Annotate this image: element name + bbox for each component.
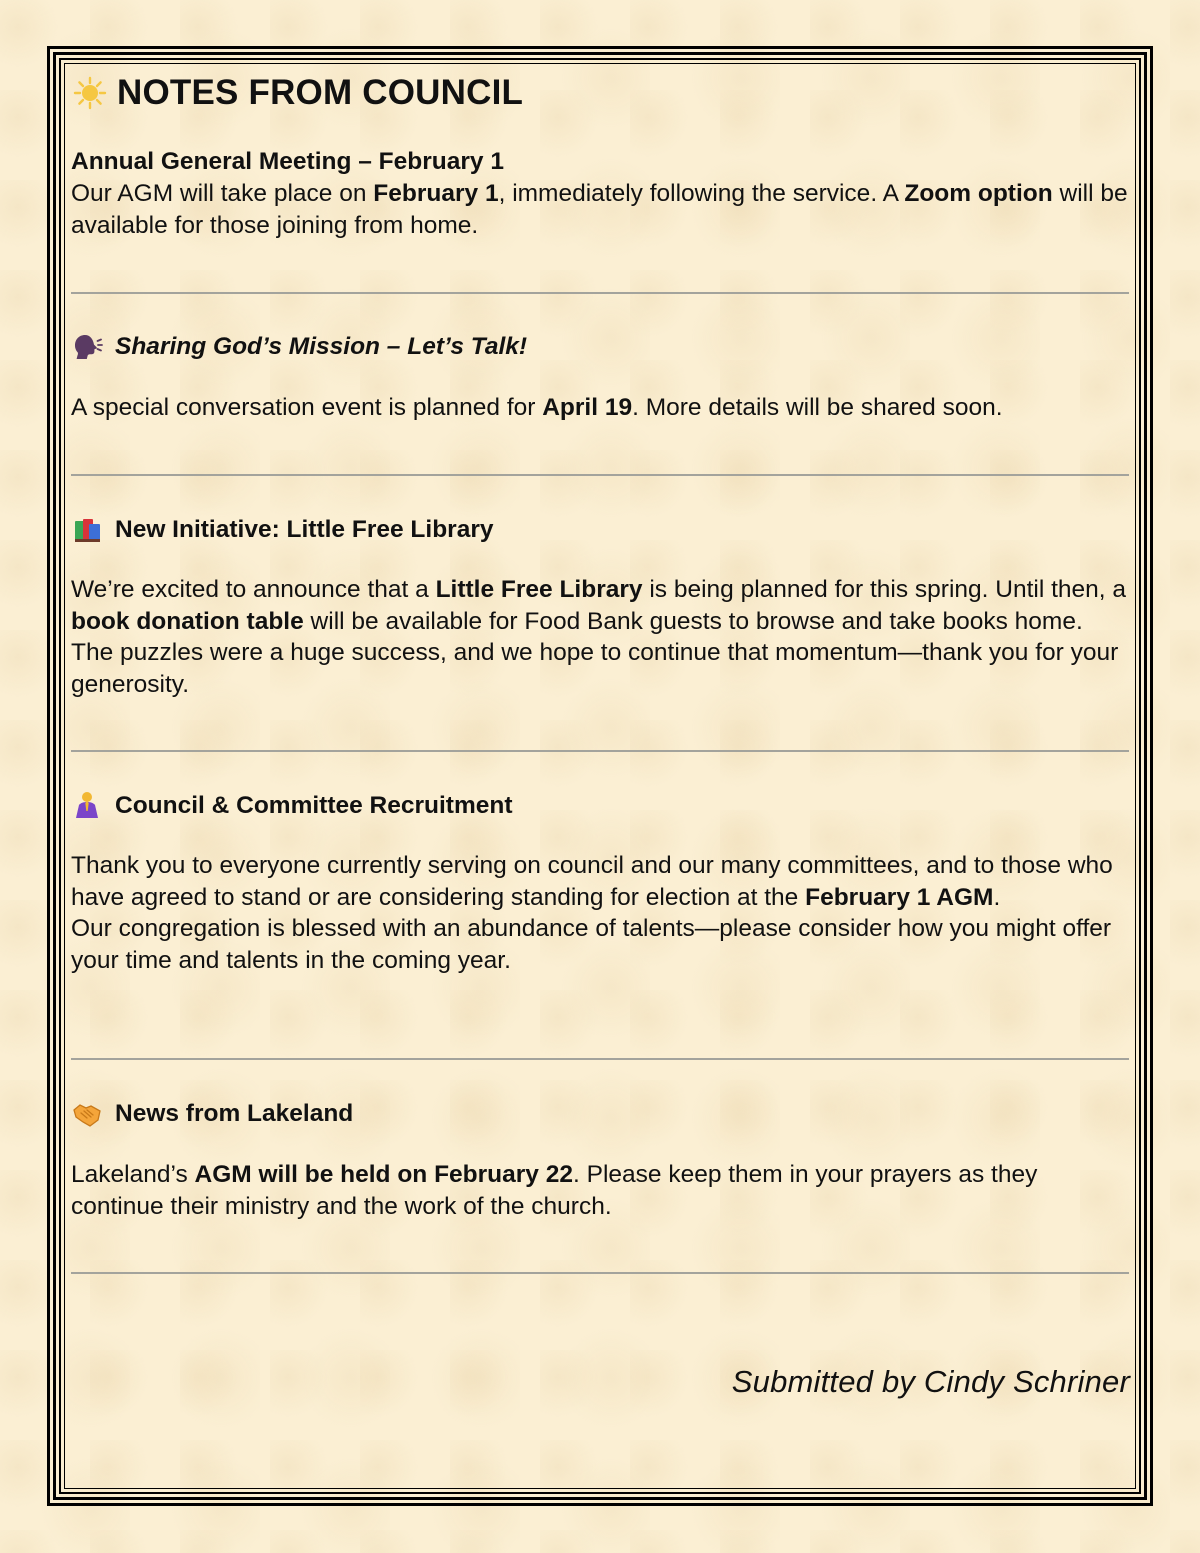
bold-text: AGM will be held on February 22 [194,1161,573,1188]
text-run: Thank you to everyone currently serving on council and our many committees, and to those who have agreed to stand or are considering standing for election at the [71,852,1113,911]
section-paragraph [71,574,1131,700]
section-heading [71,1098,1131,1130]
bold-text: book donation table [71,607,304,635]
section-paragraph [71,913,1131,976]
text-run: . More details will be shared soon. [632,394,1003,421]
text-run: Lakeland’s [71,1161,195,1188]
text-run: . Please keep them in your prayers as they continue their ministry and the work of the church. [71,1161,1038,1220]
section-heading-text: Sharing God’s Mission – Let’s Talk! [115,333,528,360]
section-sharing-mission [71,331,1131,424]
section-divider [71,1272,1129,1274]
text-run: is being planned for this spring. Until then, a [642,576,1126,603]
section-heading [71,146,1131,178]
section-heading-text: Council & Committee Recruitment [115,792,513,819]
section-lakeland [71,1098,1131,1222]
section-paragraph [71,178,1131,241]
praying-hands-icon [71,791,103,821]
signature: Submitted by Cindy Schriner [731,1364,1130,1399]
bold-text: Little Free Library [435,576,643,603]
text-run: Our congregation is blessed with an abundance of talents—please consider how you might offer your time and talents in the coming year. [71,915,1112,974]
section-recruitment [71,790,1131,976]
text-run: A special conversation event is planned for [71,394,543,421]
section-heading [71,514,1131,546]
section-paragraph [71,392,1131,424]
section-heading-text: New Initiative: Little Free Library [115,516,494,543]
text-run: We’re excited to announce that a [71,576,436,603]
page-border-innermost [64,63,1136,1489]
section-paragraph [71,850,1131,913]
section-divider [71,474,1129,476]
sun-icon [73,76,107,110]
section-divider [71,1058,1129,1060]
page-title: NOTES FROM COUNCIL [117,73,524,112]
handshake-icon [71,1099,103,1129]
text-run: . [993,883,1001,911]
speaking-head-icon [71,332,103,362]
section-heading [71,790,1131,822]
section-divider [71,750,1129,752]
section-heading [71,331,1131,363]
page-title-block [71,73,523,113]
section-little-free-library [71,514,1131,700]
section-divider [71,292,1129,294]
text-run: will be available for those joining from home. [71,180,1128,239]
bold-text: February 1 AGM [805,883,994,911]
text-run: will be available for Food Bank guests to browse and take books home. The puzzles were a huge success, and we hope to continue that momentum—thank you for your generosity. [71,607,1119,698]
bold-text: Zoom option [904,180,1053,207]
section-paragraph [71,1159,1131,1222]
section-heading-text: Annual General Meeting – February 1 [71,148,504,175]
text-run: , immediately following the service. A [498,180,905,207]
bold-text: April 19 [542,394,633,421]
section-agm [71,146,1131,241]
bold-text: February 1 [373,180,499,207]
books-icon [71,515,103,545]
section-heading-text: News from Lakeland [115,1100,354,1127]
text-run: Our AGM will take place on [71,180,374,207]
